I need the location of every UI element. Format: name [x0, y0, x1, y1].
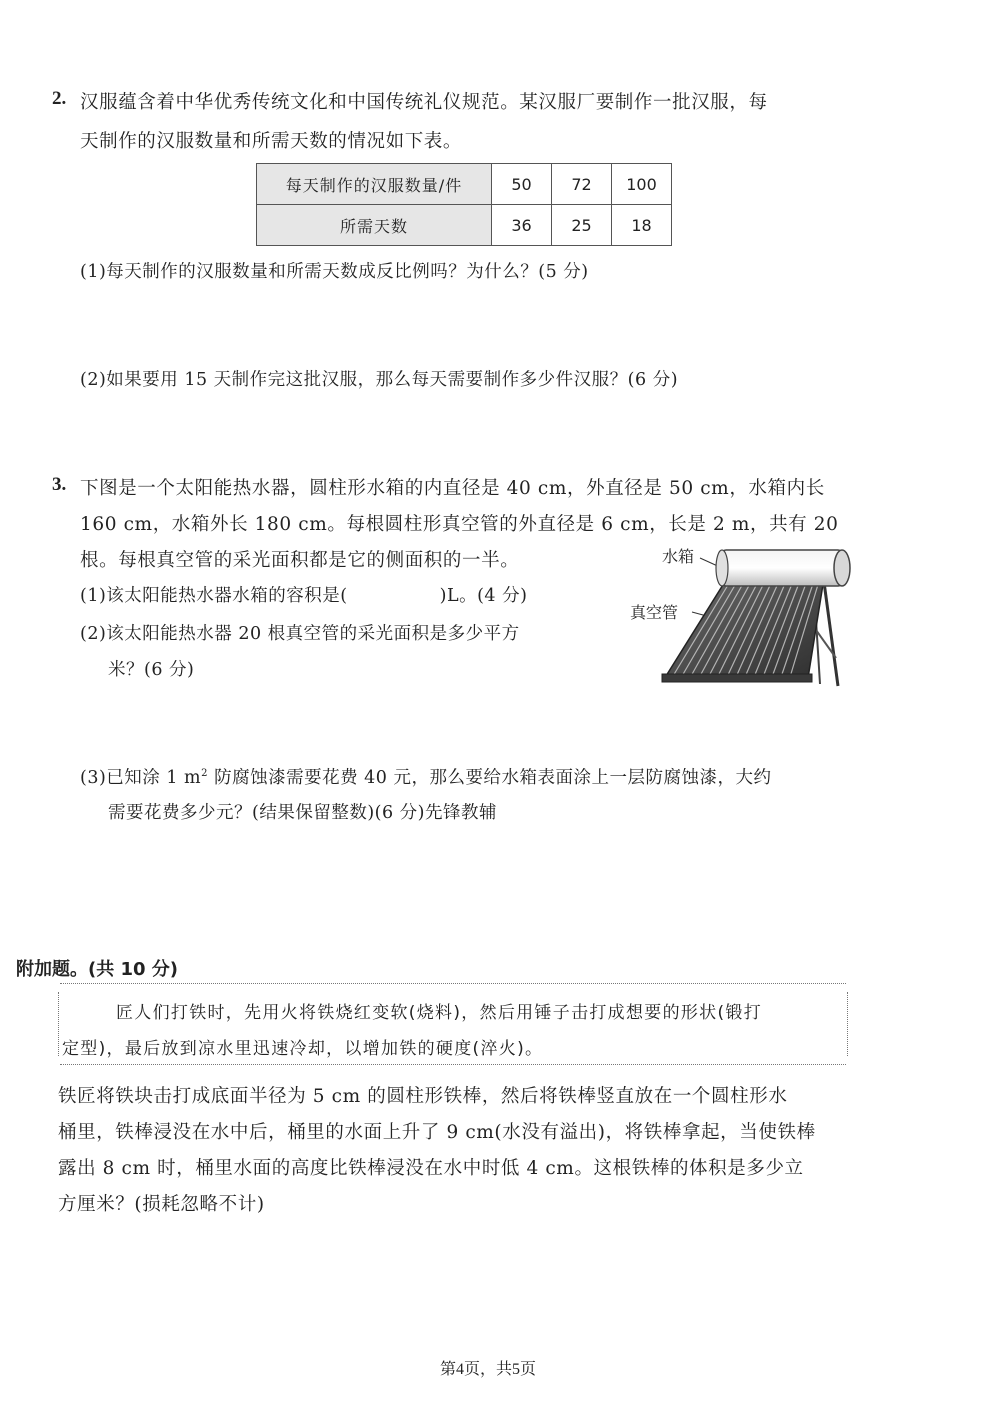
table-row [257, 205, 672, 246]
table-cell: 100 [612, 164, 672, 205]
extra-text-line4: 方厘米？(损耗忽略不计) [58, 1194, 265, 1215]
q3-sub3-line1 [80, 764, 772, 789]
q3-sub3-text-a: (3)已知涂 1 m [80, 768, 202, 788]
q2-number: 2. [52, 88, 67, 109]
q2-data-table [256, 163, 672, 246]
table-cell: 36 [492, 205, 552, 246]
q2-sub2: (2)如果要用 15 天制作完这批汉服，那么每天需要制作多少件汉服？(6 分) [80, 370, 679, 390]
page-number: 第4页，共5页 [440, 1361, 537, 1378]
table-header-days: 所需天数 [257, 205, 492, 246]
extra-text-line1: 铁匠将铁块击打成底面半径为 5 cm 的圆柱形铁棒，然后将铁棒竖直放在一个圆柱形水 [58, 1086, 788, 1107]
solar-heater-illustration [628, 538, 858, 698]
extra-text-line3: 露出 8 cm 时，桶里水面的高度比铁棒浸没在水中时低 4 cm。这根铁棒的体积是多少立 [58, 1158, 804, 1179]
extra-text-line2: 桶里，铁棒浸没在水中后，桶里的水面上升了 9 cm(水没有溢出)，将铁棒拿起，当使铁棒 [58, 1122, 816, 1143]
q3-text-line3: 根。每根真空管的采光面积都是它的侧面积的一半。 [80, 550, 520, 571]
table-header-quantity: 每天制作的汉服数量/件 [257, 164, 492, 205]
superscript: 2 [201, 768, 209, 780]
q2-text-line2: 天制作的汉服数量和所需天数的情况如下表。 [80, 131, 463, 152]
q3-text-line2: 160 cm，水箱外长 180 cm。每根圆柱形真空管的外直径是 6 cm，长是 2 m，共有 20 [80, 514, 839, 535]
q3-number: 3. [52, 474, 67, 495]
table-cell: 25 [552, 205, 612, 246]
table-cell: 50 [492, 164, 552, 205]
q3-text-line1: 下图是一个太阳能热水器，圆柱形水箱的内直径是 40 cm，外直径是 50 cm，水箱内长 [80, 478, 825, 499]
quote-line2: 定型)，最后放到凉水里迅速冷却，以增加铁的硬度(淬火)。 [62, 1039, 544, 1059]
table-row [257, 164, 672, 205]
q3-sub1 [80, 582, 527, 607]
extra-title: 附加题。(共 10 分) [16, 959, 179, 980]
q3-sub2-line2: 米？(6 分) [108, 660, 195, 680]
label-tank: 水箱 [662, 547, 695, 566]
quote-line1: 匠人们打铁时，先用火将铁烧红变软(烧料)，然后用锤子击打成想要的形状(锻打 [116, 1003, 762, 1023]
q3-sub1-suffix: )L。(4 分) [439, 586, 528, 606]
q3-sub3-line2: 需要花费多少元？(结果保留整数)(6 分)先锋教辅 [108, 803, 498, 823]
q3-sub2-line1: (2)该太阳能热水器 20 根真空管的采光面积是多少平方 [80, 624, 520, 644]
q2-text-line1: 汉服蕴含着中华优秀传统文化和中国传统礼仪规范。某汉服厂要制作一批汉服，每 [80, 92, 768, 113]
table-cell: 18 [612, 205, 672, 246]
quote-box [60, 983, 846, 1065]
q2-sub1: (1)每天制作的汉服数量和所需天数成反比例吗？为什么？(5 分) [80, 262, 589, 282]
solar-heater-figure [628, 538, 858, 698]
label-tube: 真空管 [630, 603, 679, 622]
table-cell: 72 [552, 164, 612, 205]
q3-sub3-text-b: 防腐蚀漆需要花费 40 元，那么要给水箱表面涂上一层防腐蚀漆，大约 [208, 768, 772, 788]
q3-sub1-text: (1)该太阳能热水器水箱的容积是( [80, 586, 348, 606]
